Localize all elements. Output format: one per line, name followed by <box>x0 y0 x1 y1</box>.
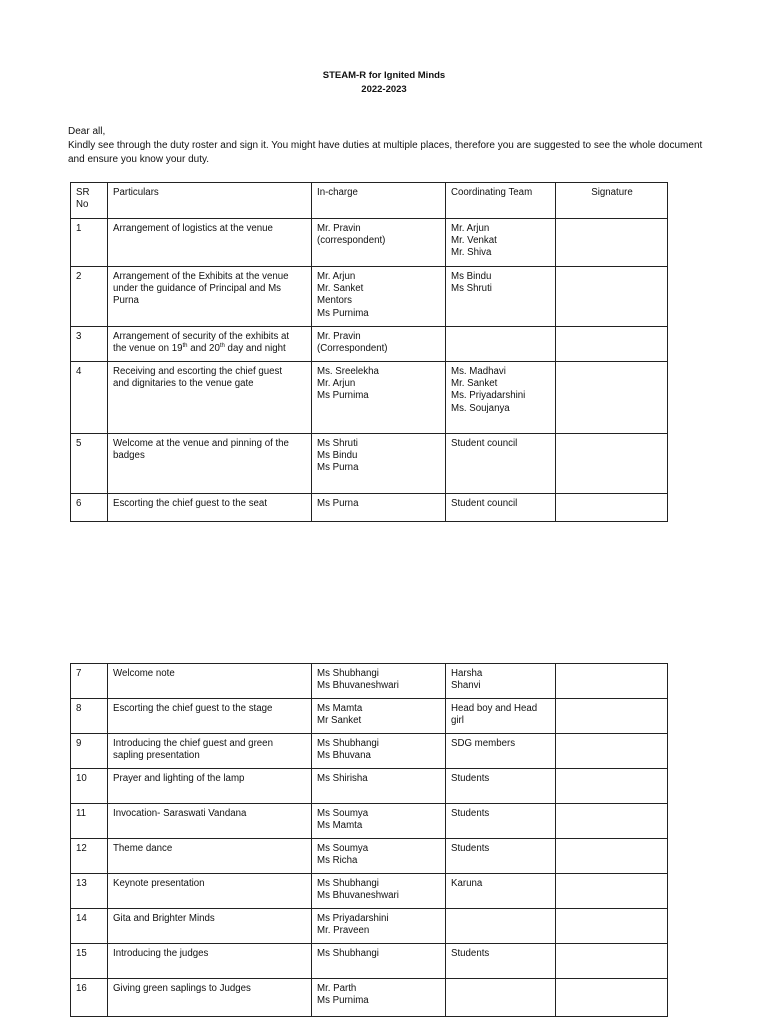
signature-cell[interactable] <box>556 362 668 434</box>
sr-no-cell: 2 <box>71 267 108 327</box>
in-charge-cell <box>312 267 446 327</box>
sr-no-cell: 3 <box>71 327 108 362</box>
in-charge-cell <box>312 839 446 874</box>
in-charge-line: Mr. Pravin <box>317 223 361 234</box>
coordinating-team-cell <box>446 434 556 494</box>
particulars-cell <box>108 434 312 494</box>
in-charge-line: Ms Mamta <box>317 703 363 714</box>
team-line: Students <box>451 773 490 784</box>
coordinating-team-cell <box>446 699 556 734</box>
table-row <box>71 267 668 327</box>
in-charge-line: Mr. Sanket <box>317 283 364 295</box>
header-sr-line1: SR <box>76 187 90 198</box>
in-charge-line: Ms Purnima <box>317 995 369 1007</box>
document-title: STEAM-R for Ignited Minds <box>322 70 446 81</box>
in-charge-cell <box>312 362 446 434</box>
particulars-cell <box>108 734 312 769</box>
signature-cell[interactable] <box>556 769 668 804</box>
in-charge-cell <box>312 874 446 909</box>
table-row <box>71 219 668 267</box>
in-charge-cell <box>312 734 446 769</box>
team-line: Students <box>451 808 490 819</box>
signature-cell[interactable] <box>556 804 668 839</box>
coordinating-team-cell <box>446 219 556 267</box>
table-row <box>71 664 668 699</box>
document-year: 2022-2023 <box>361 84 407 95</box>
in-charge-line: Ms Purna <box>317 462 359 474</box>
particulars-cell <box>108 979 312 1017</box>
header-in-charge: In-charge <box>312 183 446 219</box>
in-charge-line: Mr. Parth <box>317 983 357 994</box>
in-charge-line: Ms Purnima <box>317 307 369 319</box>
in-charge-line: Ms Mamta <box>317 820 363 832</box>
in-charge-line: Ms Shubhangi <box>317 878 379 889</box>
team-line: Mr. Arjun <box>451 223 490 234</box>
in-charge-line: (Correspondent) <box>317 343 388 355</box>
coordinating-team-cell <box>446 494 556 522</box>
in-charge-line: Ms Shubhangi <box>317 948 379 959</box>
table-row <box>71 769 668 804</box>
header-signature: Signature <box>556 183 668 219</box>
in-charge-line: Mr. Praveen <box>317 925 370 937</box>
particulars-cell <box>108 909 312 944</box>
team-line: Ms Shruti <box>451 283 492 295</box>
table-row <box>71 434 668 494</box>
coordinating-team-cell <box>446 909 556 944</box>
particulars-cell <box>108 267 312 327</box>
particulars-line: Theme dance <box>113 843 173 854</box>
in-charge-line: Mr. Pravin <box>317 331 361 342</box>
particulars-cell <box>108 769 312 804</box>
particulars-line: Gita and Brighter Minds <box>113 913 215 924</box>
table-row <box>71 874 668 909</box>
ordinal-suffix: th <box>182 342 188 349</box>
in-charge-line: Ms Bhuvaneshwari <box>317 680 399 692</box>
particulars-line: Escorting the chief guest to the stage <box>113 703 273 714</box>
particulars-line: and dignitaries to the venue gate <box>113 378 254 390</box>
particulars-cell <box>108 944 312 979</box>
signature-cell[interactable] <box>556 874 668 909</box>
team-line: girl <box>451 715 464 727</box>
ordinal-suffix: th <box>219 342 225 349</box>
particulars-line: Purna <box>113 295 139 307</box>
particulars-line: Welcome at the venue and pinning of the <box>113 438 289 449</box>
signature-cell[interactable] <box>556 734 668 769</box>
greeting-text: Dear all, <box>68 126 106 137</box>
team-line: Harsha <box>451 668 483 679</box>
particulars-line: Receiving and escorting the chief guest <box>113 366 283 377</box>
in-charge-line: Ms Bhuvana <box>317 750 371 762</box>
coordinating-team-cell <box>446 944 556 979</box>
sr-no-cell: 14 <box>71 909 108 944</box>
particulars-line: Introducing the judges <box>113 948 209 959</box>
team-line: Student council <box>451 438 518 449</box>
duty-roster-table-page-1 <box>70 182 668 522</box>
in-charge-cell <box>312 219 446 267</box>
particulars-line: Prayer and lighting of the lamp <box>113 773 245 784</box>
in-charge-line: (correspondent) <box>317 235 386 247</box>
in-charge-line: Ms Bhuvaneshwari <box>317 890 399 902</box>
in-charge-cell <box>312 804 446 839</box>
table-body-2 <box>71 664 668 1017</box>
particulars-fragment: the venue on 19 <box>113 343 183 355</box>
coordinating-team-cell <box>446 839 556 874</box>
sr-no-cell: 9 <box>71 734 108 769</box>
in-charge-line: Ms Shruti <box>317 438 358 449</box>
particulars-line: Welcome note <box>113 668 175 679</box>
in-charge-cell <box>312 944 446 979</box>
in-charge-line: Ms. Sreelekha <box>317 366 379 377</box>
signature-cell[interactable] <box>556 699 668 734</box>
sr-no-cell: 1 <box>71 219 108 267</box>
particulars-line: Arrangement of the Exhibits at the venue <box>113 271 289 282</box>
table-row <box>71 494 668 522</box>
team-line: Students <box>451 948 490 959</box>
particulars-cell <box>108 362 312 434</box>
sr-no-cell: 5 <box>71 434 108 494</box>
team-line: Students <box>451 843 490 854</box>
in-charge-line: Mr Sanket <box>317 715 362 727</box>
in-charge-cell <box>312 327 446 362</box>
team-line: Ms Bindu <box>451 271 492 282</box>
sr-no-cell: 10 <box>71 769 108 804</box>
team-line: Mr. Sanket <box>451 378 498 390</box>
in-charge-cell <box>312 664 446 699</box>
table-row <box>71 327 668 362</box>
team-line: Mr. Shiva <box>451 247 492 259</box>
in-charge-line: Ms Soumya <box>317 808 369 819</box>
particulars-cell <box>108 874 312 909</box>
in-charge-line: Ms Soumya <box>317 843 369 854</box>
particulars-cell <box>108 494 312 522</box>
in-charge-cell <box>312 909 446 944</box>
particulars-line: Arrangement of logistics at the venue <box>113 223 273 234</box>
signature-cell[interactable] <box>556 944 668 979</box>
particulars-cell <box>108 699 312 734</box>
particulars-line: Introducing the chief guest and green <box>113 738 273 749</box>
header-sr-line2: No <box>76 199 89 211</box>
in-charge-line: Ms Shubhangi <box>317 668 379 679</box>
in-charge-line: Mr. Arjun <box>317 271 356 282</box>
signature-cell[interactable] <box>556 909 668 944</box>
particulars-line: Escorting the chief guest to the seat <box>113 498 268 509</box>
team-line: SDG members <box>451 738 516 749</box>
signature-cell[interactable] <box>556 979 668 1017</box>
signature-cell[interactable] <box>556 839 668 874</box>
team-line: Karuna <box>451 878 483 889</box>
particulars-cell <box>108 219 312 267</box>
table-row <box>71 734 668 769</box>
particulars-cell <box>108 327 312 362</box>
coordinating-team-cell <box>446 874 556 909</box>
in-charge-cell <box>312 699 446 734</box>
sr-no-cell: 6 <box>71 494 108 522</box>
table-row <box>71 362 668 434</box>
in-charge-cell <box>312 494 446 522</box>
team-line: Mr. Venkat <box>451 235 497 247</box>
particulars-line: Keynote presentation <box>113 878 205 889</box>
signature-cell[interactable] <box>556 494 668 522</box>
header-particulars: Particulars <box>108 183 312 219</box>
table-row <box>71 944 668 979</box>
table-header-row <box>71 183 668 219</box>
sr-no-cell: 12 <box>71 839 108 874</box>
sr-no-cell: 16 <box>71 979 108 1017</box>
table-row <box>71 804 668 839</box>
in-charge-line: Ms Shubhangi <box>317 738 379 749</box>
particulars-cell <box>108 664 312 699</box>
particulars-line: Giving green saplings to Judges <box>113 983 251 994</box>
particulars-cell <box>108 839 312 874</box>
in-charge-cell <box>312 979 446 1017</box>
sr-no-cell: 4 <box>71 362 108 434</box>
particulars-line: sapling presentation <box>113 750 200 762</box>
particulars-line: Invocation- Saraswati Vandana <box>113 808 247 819</box>
coordinating-team-cell <box>446 362 556 434</box>
coordinating-team-cell <box>446 664 556 699</box>
table-row <box>71 909 668 944</box>
header-coordinating-team: Coordinating Team <box>446 183 556 219</box>
table-row <box>71 699 668 734</box>
sr-no-cell: 13 <box>71 874 108 909</box>
duty-roster-table-page-2 <box>70 663 668 1017</box>
signature-cell[interactable] <box>556 664 668 699</box>
signature-cell[interactable] <box>556 219 668 267</box>
team-line: Ms. Soujanya <box>451 402 510 414</box>
header-sr-no <box>71 183 108 219</box>
particulars-line: badges <box>113 450 145 462</box>
in-charge-line: Ms Richa <box>317 855 358 867</box>
particulars-cell <box>108 804 312 839</box>
sr-no-cell: 7 <box>71 664 108 699</box>
team-line: Student council <box>451 498 518 509</box>
instructions-text: Kindly see through the duty roster and sign it. You might have duties at multiple places, therefore you are suggested to see the whole document and ensure you know your duty. <box>68 140 703 165</box>
sr-no-cell: 15 <box>71 944 108 979</box>
coordinating-team-cell <box>446 267 556 327</box>
team-line: Ms. Madhavi <box>451 366 506 377</box>
in-charge-cell <box>312 434 446 494</box>
sr-no-cell: 11 <box>71 804 108 839</box>
signature-cell[interactable] <box>556 434 668 494</box>
signature-cell[interactable] <box>556 267 668 327</box>
coordinating-team-cell <box>446 804 556 839</box>
team-line: Head boy and Head <box>451 703 538 714</box>
coordinating-team-cell <box>446 979 556 1017</box>
in-charge-line: Ms Purnima <box>317 390 369 402</box>
signature-cell[interactable] <box>556 327 668 362</box>
coordinating-team-cell <box>446 769 556 804</box>
in-charge-cell <box>312 769 446 804</box>
in-charge-line: Ms Bindu <box>317 450 358 462</box>
particulars-fragment: day and night <box>224 343 286 355</box>
coordinating-team-cell <box>446 327 556 362</box>
table-body-1 <box>71 219 668 522</box>
coordinating-team-cell <box>446 734 556 769</box>
particulars-line: Arrangement of security of the exhibits at <box>113 331 290 342</box>
particulars-line: under the guidance of Principal and Ms <box>113 283 282 295</box>
in-charge-line: Mr. Arjun <box>317 378 356 390</box>
in-charge-line: Ms Shirisha <box>317 773 368 784</box>
in-charge-line: Ms Priyadarshini <box>317 913 389 924</box>
in-charge-line: Ms Purna <box>317 498 359 509</box>
particulars-line <box>113 343 307 355</box>
team-line: Ms. Priyadarshini <box>451 390 526 402</box>
team-line: Shanvi <box>451 680 481 692</box>
table-row <box>71 979 668 1017</box>
particulars-fragment: and 20 <box>187 343 220 355</box>
sr-no-cell: 8 <box>71 699 108 734</box>
in-charge-line: Mentors <box>317 295 352 307</box>
table-row <box>71 839 668 874</box>
